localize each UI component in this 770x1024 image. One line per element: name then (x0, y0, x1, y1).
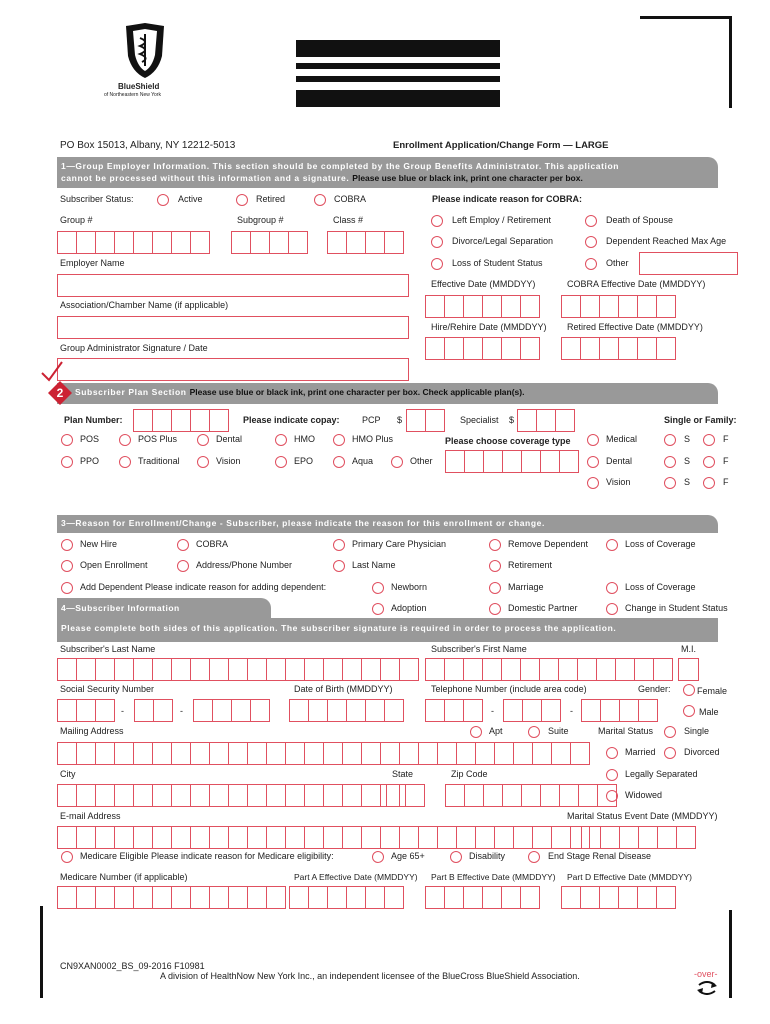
section-2-instructions: Please use blue or black ink, print one character per box. Check applicable plan(s). (189, 387, 525, 397)
phone-dash-1: - (491, 706, 494, 716)
part-a-label: Part A Effective Date (MMDDYY) (294, 872, 418, 882)
first-name-label: Subscriber's First Name (431, 644, 527, 654)
mi-label: M.I. (681, 644, 696, 654)
section-2-badge: 2 (48, 381, 72, 405)
reason-cobra-radio[interactable] (177, 539, 189, 551)
ssn-part2-input[interactable] (134, 699, 172, 722)
reason-loss-coverage-radio[interactable] (606, 539, 618, 551)
cobra-loss-student-label: Loss of Student Status (452, 258, 543, 268)
marital-widowed-label: Widowed (625, 790, 663, 800)
marital-legally-separated-radio[interactable] (606, 769, 618, 781)
crop-mark-bottom-left-v (40, 906, 43, 998)
plan-traditional-label: Traditional (138, 456, 180, 466)
dep-change-student-radio[interactable] (606, 603, 618, 615)
coverage-dental-label: Dental (606, 456, 633, 466)
reason-pcp-label: Primary Care Physician (352, 539, 447, 549)
crop-mark-top-right (640, 16, 732, 19)
section-4-instructions: Please complete both sides of this application. The subscriber signature is required in order to process the application. (61, 623, 617, 633)
part-a-date-input[interactable] (289, 886, 403, 909)
association-input[interactable] (57, 316, 409, 339)
form-code: CN9XAN0002_BS_09-2016 F10981 (60, 961, 205, 971)
dep-change-student-label: Change in Student Status (625, 603, 728, 613)
association-label: Association/Chamber Name (if applicable) (60, 300, 229, 310)
cobra-divorce-label: Divorce/Legal Separation (452, 236, 554, 246)
phone-label: Telephone Number (include area code) (431, 684, 587, 694)
crop-mark-top-right-v (729, 16, 732, 108)
dep-marriage-radio[interactable] (489, 582, 501, 594)
dep-domestic-label: Domestic Partner (508, 603, 578, 613)
copay-label: Please indicate copay: (243, 415, 340, 425)
vision-single-radio[interactable] (664, 477, 676, 489)
section-4-header (57, 618, 718, 642)
coverage-vision-label: Vision (606, 477, 631, 487)
subgroup-label: Subgroup # (237, 215, 284, 225)
reason-add-dependent-label: Add Dependent Please indicate reason for adding dependent: (80, 582, 327, 592)
dep-adoption-label: Adoption (391, 603, 427, 613)
marital-status-label: Marital Status (598, 726, 654, 736)
hire-date-input[interactable] (425, 337, 539, 360)
phone-area-input[interactable] (425, 699, 482, 722)
status-retired-radio[interactable] (236, 194, 248, 206)
single-family-label: Single or Family: (664, 415, 737, 425)
city-input[interactable] (57, 784, 399, 807)
medical-single-label: S (684, 434, 691, 444)
cobra-other-label: Other (606, 258, 629, 268)
pcp-copay-input[interactable] (406, 409, 444, 432)
reason-remove-dep-radio[interactable] (489, 539, 501, 551)
gender-male-label: Male (699, 707, 719, 717)
apt-radio[interactable] (470, 726, 482, 738)
zip-label: Zip Code (451, 769, 488, 779)
plan-dental-label: Dental (216, 434, 243, 444)
plan-hmo-radio[interactable] (275, 434, 287, 446)
turn-page-icon (696, 981, 718, 1000)
class-input[interactable] (327, 231, 403, 254)
medicare-number-input[interactable] (57, 886, 285, 909)
medicare-esrd-radio[interactable] (528, 851, 540, 863)
reason-addr-phone-label: Address/Phone Number (196, 560, 293, 570)
logo-brand-name: BlueShield (118, 82, 160, 91)
reason-open-enroll-label: Open Enrollment (80, 560, 148, 570)
reason-cobra-label: COBRA (196, 539, 229, 549)
reason-open-enroll-radio[interactable] (61, 560, 73, 572)
section-4-title: 4—Subscriber Information (61, 603, 180, 613)
marital-event-date-input[interactable] (581, 826, 695, 849)
reason-retirement-label: Retirement (508, 560, 553, 570)
marital-divorced-radio[interactable] (664, 747, 676, 759)
medicare-disability-radio[interactable] (450, 851, 462, 863)
marital-married-radio[interactable] (606, 747, 618, 759)
vision-single-label: S (684, 477, 691, 487)
first-name-input[interactable] (425, 658, 672, 681)
cobra-left-employ-radio[interactable] (431, 215, 443, 227)
ssn-part1-input[interactable] (57, 699, 114, 722)
ssn-label: Social Security Number (60, 684, 155, 694)
medicare-esrd-label: End Stage Renal Disease (548, 851, 652, 861)
email-input[interactable] (57, 826, 589, 849)
last-name-input[interactable] (57, 658, 418, 681)
reason-remove-dep-label: Remove Dependent (508, 539, 589, 549)
medicare-disability-label: Disability (469, 851, 506, 861)
over-label: -over- (694, 969, 718, 979)
reason-new-hire-radio[interactable] (61, 539, 73, 551)
vision-family-label: F (723, 477, 729, 487)
plan-pos-label: POS (80, 434, 100, 444)
plan-pos-plus-radio[interactable] (119, 434, 131, 446)
form-title: Enrollment Application/Change Form — LARGE (393, 140, 609, 151)
employer-name-label: Employer Name (60, 258, 125, 268)
dep-loss-coverage-radio[interactable] (606, 582, 618, 594)
state-input[interactable] (386, 784, 424, 807)
suite-radio[interactable] (528, 726, 540, 738)
cobra-death-spouse-radio[interactable] (585, 215, 597, 227)
email-label: E-mail Address (60, 811, 121, 821)
medical-family-radio[interactable] (703, 434, 715, 446)
dental-family-radio[interactable] (703, 456, 715, 468)
apt-label: Apt (489, 726, 503, 736)
vision-family-radio[interactable] (703, 477, 715, 489)
reason-retirement-radio[interactable] (489, 560, 501, 572)
cobra-death-spouse-label: Death of Spouse (606, 215, 674, 225)
coverage-type-label: Please choose coverage type (445, 436, 571, 446)
gender-female-label: Female (697, 686, 728, 696)
effective-date-input[interactable] (425, 295, 539, 318)
reason-last-name-label: Last Name (352, 560, 396, 570)
plan-hmo-plus-label: HMO Plus (352, 434, 394, 444)
reason-last-name-radio[interactable] (333, 560, 345, 572)
marital-legally-separated-label: Legally Separated (625, 769, 698, 779)
cobra-effective-date-input[interactable] (561, 295, 675, 318)
plan-epo-label: EPO (294, 456, 314, 466)
plan-pos-radio[interactable] (61, 434, 73, 446)
dep-newborn-radio[interactable] (372, 582, 384, 594)
status-cobra-radio[interactable] (314, 194, 326, 206)
plan-ppo-label: PPO (80, 456, 100, 466)
section-2-title: Subscriber Plan Section (75, 387, 187, 397)
gender-male-radio[interactable] (683, 705, 695, 717)
reason-add-dependent-radio[interactable] (61, 582, 73, 594)
part-d-date-input[interactable] (561, 886, 675, 909)
cobra-divorce-radio[interactable] (431, 236, 443, 248)
cobra-effective-date-label: COBRA Effective Date (MMDDYY) (567, 279, 706, 289)
plan-vision-label: Vision (216, 456, 241, 466)
plan-hmo-plus-radio[interactable] (333, 434, 345, 446)
ssn-part3-input[interactable] (193, 699, 269, 722)
medicare-number-label: Medicare Number (if applicable) (60, 872, 188, 882)
status-active-radio[interactable] (157, 194, 169, 206)
plan-aqua-label: Aqua (352, 456, 374, 466)
coverage-vision-radio[interactable] (587, 477, 599, 489)
plan-number-input[interactable] (133, 409, 228, 432)
plan-number-label: Plan Number: (64, 415, 123, 425)
dob-label: Date of Birth (MMDDYY) (294, 684, 393, 694)
part-d-label: Part D Effective Date (MMDDYY) (567, 872, 693, 882)
dep-domestic-radio[interactable] (489, 603, 501, 615)
section-1-line1: 1—Group Employer Information. This section should be completed by the Group Benefits Administrator. This application (61, 161, 620, 171)
logo-brand-sub: of Northeastern New York (104, 92, 161, 98)
coverage-medical-radio[interactable] (587, 434, 599, 446)
marital-event-date-label: Marital Status Event Date (MMDDYY) (567, 811, 718, 821)
zip-input[interactable] (445, 784, 616, 807)
coverage-dental-radio[interactable] (587, 456, 599, 468)
specialist-dollar: $ (509, 415, 515, 425)
part-b-label: Part B Effective Date (MMDDYY) (431, 872, 556, 882)
coverage-medical-label: Medical (606, 434, 638, 444)
last-name-label: Subscriber's Last Name (60, 644, 156, 654)
part-b-date-input[interactable] (425, 886, 539, 909)
specialist-copay-input[interactable] (517, 409, 574, 432)
gender-female-radio[interactable] (683, 684, 695, 696)
dental-single-radio[interactable] (664, 456, 676, 468)
mailing-address-input[interactable] (57, 742, 589, 765)
gender-label: Gender: (638, 684, 671, 694)
blueshield-logo (100, 22, 190, 102)
section-3-header (57, 515, 718, 533)
plan-other-label: Other (410, 456, 433, 466)
plan-dental-radio[interactable] (197, 434, 209, 446)
section-1-line2: cannot be processed without this information and a signature. (61, 173, 350, 183)
pcp-dollar: $ (397, 415, 403, 425)
retired-effective-label: Retired Effective Date (MMDDYY) (567, 322, 703, 332)
section-1-ink-note: Please use blue or black ink, print one character per box. (352, 173, 583, 183)
marital-single-label: Single (684, 726, 710, 736)
cobra-dependent-max-label: Dependent Reached Max Age (606, 236, 727, 246)
dep-newborn-label: Newborn (391, 582, 428, 592)
status-cobra-label: COBRA (334, 194, 367, 204)
medicare-age65-label: Age 65+ (391, 851, 425, 861)
mailing-address: PO Box 15013, Albany, NY 12212-5013 (60, 140, 236, 151)
dental-single-label: S (684, 456, 691, 466)
city-label: City (60, 769, 76, 779)
class-label: Class # (333, 215, 364, 225)
medical-single-radio[interactable] (664, 434, 676, 446)
effective-date-label: Effective Date (MMDDYY) (431, 279, 536, 289)
group-admin-signature-input[interactable] (57, 358, 409, 381)
cobra-left-employ-label: Left Employ / Retirement (452, 215, 552, 225)
plan-hmo-label: HMO (294, 434, 315, 444)
cobra-other-field[interactable] (639, 252, 738, 275)
mailing-address-label: Mailing Address (60, 726, 124, 736)
ssn-dash-2: - (180, 706, 183, 716)
crop-mark-bottom-right-v (729, 910, 732, 998)
medical-family-label: F (723, 434, 729, 444)
marital-widowed-radio[interactable] (606, 790, 618, 802)
cobra-reason-title: Please indicate reason for COBRA: (432, 194, 583, 204)
group-admin-signature-label: Group Administrator Signature / Date (60, 343, 208, 353)
plan-vision-radio[interactable] (197, 456, 209, 468)
ssn-dash-1: - (121, 706, 124, 716)
group-number-label: Group # (60, 215, 93, 225)
plan-traditional-radio[interactable] (119, 456, 131, 468)
reason-addr-phone-radio[interactable] (177, 560, 189, 572)
dep-adoption-radio[interactable] (372, 603, 384, 615)
phone-dash-2: - (570, 706, 573, 716)
status-active-label: Active (178, 194, 203, 204)
division-note: A division of HealthNow New York Inc., an independent licensee of the BlueCross BlueShield Association. (160, 971, 580, 981)
phone-line-input[interactable] (581, 699, 657, 722)
hire-date-label: Hire/Rehire Date (MMDDYY) (431, 322, 547, 332)
plan-epo-radio[interactable] (275, 456, 287, 468)
marital-single-radio[interactable] (664, 726, 676, 738)
reason-new-hire-label: New Hire (80, 539, 118, 549)
section-2-header (57, 383, 718, 404)
medicare-eligible-label: Medicare Eligible Please indicate reason for Medicare eligibility: (80, 851, 334, 861)
status-retired-label: Retired (256, 194, 286, 204)
dep-marriage-label: Marriage (508, 582, 544, 592)
section-3-title: 3—Reason for Enrollment/Change - Subscriber, please indicate the reason for this enrollment or change. (61, 518, 545, 528)
retired-effective-input[interactable] (561, 337, 675, 360)
marital-married-label: Married (625, 747, 656, 757)
plan-ppo-radio[interactable] (61, 456, 73, 468)
state-label: State (392, 769, 414, 779)
marital-divorced-label: Divorced (684, 747, 720, 757)
dental-family-label: F (723, 456, 729, 466)
medicare-eligible-radio[interactable] (61, 851, 73, 863)
subgroup-input[interactable] (231, 231, 307, 254)
medicare-age65-radio[interactable] (372, 851, 384, 863)
employer-name-input[interactable] (57, 274, 409, 297)
plan-other-radio[interactable] (391, 456, 403, 468)
section-1-header (57, 157, 718, 188)
mi-input[interactable] (678, 658, 699, 681)
phone-prefix-input[interactable] (503, 699, 560, 722)
pcp-label: PCP (362, 415, 381, 425)
dep-loss-coverage-label: Loss of Coverage (625, 582, 696, 592)
reason-loss-coverage-label: Loss of Coverage (625, 539, 696, 549)
suite-label: Suite (548, 726, 569, 736)
plan-pos-plus-label: POS Plus (138, 434, 178, 444)
dob-input[interactable] (289, 699, 403, 722)
group-number-input[interactable] (57, 231, 209, 254)
cobra-loss-student-radio[interactable] (431, 258, 443, 270)
plan-aqua-radio[interactable] (333, 456, 345, 468)
specialist-label: Specialist (460, 415, 499, 425)
cobra-dependent-max-radio[interactable] (585, 236, 597, 248)
reason-pcp-radio[interactable] (333, 539, 345, 551)
subscriber-status-label: Subscriber Status: (60, 194, 134, 204)
plan-other-input[interactable] (445, 450, 578, 473)
cobra-other-radio[interactable] (585, 258, 597, 270)
